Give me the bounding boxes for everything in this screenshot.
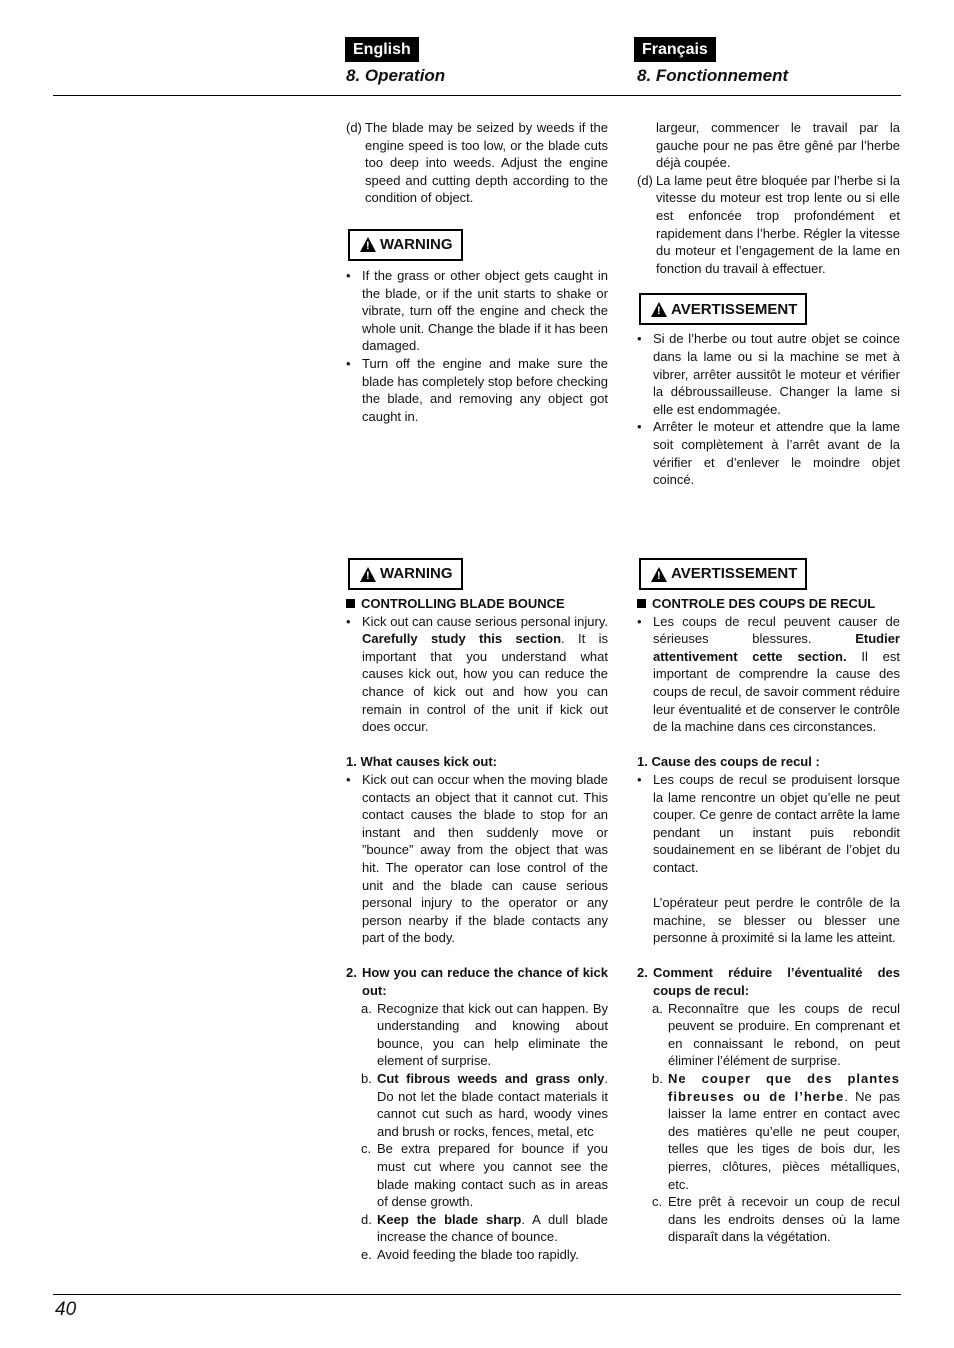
language-tag-english: English: [345, 37, 419, 62]
warning-bullet: • If the grass or other object gets caught in the blade, or if the unit starts to shake or vibrate, turn off the engine and check the whole unit. Change the blade if it has been damaged.: [346, 267, 608, 354]
page-number: 40: [55, 1299, 77, 1320]
english-item-d: [346, 119, 608, 207]
warning-triangle-icon: [360, 237, 376, 252]
english-top-column: [346, 119, 608, 425]
lettered-item-e: e. Avoid feeding the blade too rapidly.: [361, 1246, 579, 1262]
item-marker: (d): [346, 120, 362, 135]
french-top-column: [637, 119, 900, 489]
subsection-heading: CONTROLLING BLADE BOUNCE: [346, 595, 608, 613]
lettered-item-b: b. Ne couper que des plantes fibreuses ou de l’herbe. Ne pas laisser la lame entrer en contact avec des matières qu’elle ne peut couper, telles que les tiges de bois dur, les pierres, clôtures, pièces métalliques, etc.: [652, 1071, 900, 1192]
language-tag-french: Français: [634, 37, 716, 62]
lettered-item-c: c. Etre prêt à recevoir un coup de recul dans les endroits denses où la lame disparaît dans la végétation.: [652, 1194, 900, 1245]
warning-box-1-fr: [639, 293, 807, 325]
lettered-item-a: a. Recognize that kick out can happen. By understanding and knowing about bounce, you can help eliminate the element of surprise.: [361, 1000, 608, 1069]
section-title-french: 8. Fonctionnement: [637, 66, 789, 85]
numbered-heading-2: 2. How you can reduce the chance of kick out:: [346, 965, 608, 999]
warning-triangle-icon: [360, 567, 376, 582]
warning-label: AVERTISSEMENT: [671, 565, 798, 583]
warning-box-2-fr: [639, 558, 807, 590]
lettered-item-a: a. Reconnaître que les coups de recul peuvent se produire. En comprenant et en connaissant le rebond, on peut éliminer l’élément de surprise.: [652, 1000, 900, 1069]
subsection-heading: CONTROLE DES COUPS DE RECUL: [637, 595, 900, 613]
warning-label: AVERTISSEMENT: [671, 300, 798, 318]
continued-text: largeur, commencer le travail par la gauche pour ne pas être gêné par l’herbe déjà coupée.: [656, 120, 900, 171]
warning-label: WARNING: [380, 565, 453, 583]
bullet: • Kick out can cause serious personal injury. Carefully study this section. It is important that you understand what causes kick out, how you can reduce the chance of kick out and how you can remain in control of the unit if kick out does occur.: [346, 613, 608, 735]
bullet: • Les coups de recul se produisent lorsque la lame rencontre un objet qu’elle ne peut couper. Ce genre de contact arrête la lame pendant un instant puis rebondit soudainement en se libérant de l’objet du contact.: [637, 771, 900, 875]
item-text: The blade may be seized by weeds if the engine speed is too low, or the blade cuts too deep into weeds. Adjust the engine speed and cutting depth according to the condition of object.: [365, 120, 608, 206]
lettered-item-b: b. Cut fibrous weeds and grass only. Do not let the blade contact materials it cannot cut such as hard, woody vines and brush or rocks, fences, metal, etc: [361, 1071, 608, 1139]
header-rule: [53, 95, 901, 96]
lettered-item-d: d. Keep the blade sharp. A dull blade increase the chance of bounce.: [361, 1211, 608, 1245]
numbered-heading-1: 1. What causes kick out:: [346, 754, 497, 770]
square-bullet-icon: [346, 599, 355, 608]
square-bullet-icon: [637, 599, 646, 608]
french-bottom-column: [637, 558, 900, 1246]
warning-box-2: [348, 558, 463, 590]
numbered-heading-1: 1. Cause des coups de recul :: [637, 754, 820, 770]
warning-triangle-icon: [651, 302, 667, 317]
paragraph: L’opérateur peut perdre le contrôle de la machine, se blesser ou blesser une personne à proximité si la lame les atteint.: [653, 895, 900, 946]
bullet: • Kick out can occur when the moving blade contacts an object that it cannot cut. This contact causes the blade to stop for an instant and then suddenly move or ”bounce” away from the object that was hit. The operator can lose control of the unit and the blade can cause serious personal injury to the operator or any person nearby if the blade contacts any part of the body.: [346, 771, 608, 946]
lettered-item-c: c. Be extra prepared for bounce if you must cut where you cannot see the blade making contact such as in areas of dense growth.: [361, 1141, 608, 1210]
warning-bullet: • Turn off the engine and make sure the blade has completely stop before checking the blade, and removing any object got caught in.: [346, 355, 608, 424]
warning-bullet: • Arrêter le moteur et attendre que la lame soit complètement à l’arrêt avant de la vérifier et d’enlever le moindre objet coincé.: [637, 419, 900, 488]
warning-box-1: [348, 229, 463, 261]
section-title-english: 8. Operation: [346, 66, 446, 85]
footer-rule: [53, 1294, 901, 1295]
item-marker: (d): [637, 172, 653, 188]
warning-bullet: • Si de l’herbe ou tout autre objet se coince dans la lame ou si la machine se met à vibrer, arrêter aussitôt le moteur et vérifier la débroussailleuse. Changer la lame si elle est endommagée.: [637, 331, 900, 417]
warning-label: WARNING: [380, 236, 453, 254]
warning-triangle-icon: [651, 567, 667, 582]
item-text: La lame peut être bloquée par l’herbe si la vitesse du moteur est trop lente ou si elle est enfoncée trop profondément et rapidement dans l’herbe. Régler la vitesse du moteur et l’engagement de la lame en fonction du travail à effectuer.: [656, 172, 900, 276]
french-item-d: [637, 172, 900, 278]
english-bottom-column: [346, 558, 608, 1264]
numbered-heading-2: 2. Comment réduire l’éventualité des coups de recul:: [637, 965, 900, 999]
bullet: • Les coups de recul peuvent causer de sérieuses blessures. Etudier attentivement cette section. Il est important de comprendre la cause des coups de recul, de savoir comment réduire leur éventualité et de conserver le contrôle de la machine dans ces circonstances.: [637, 613, 900, 735]
